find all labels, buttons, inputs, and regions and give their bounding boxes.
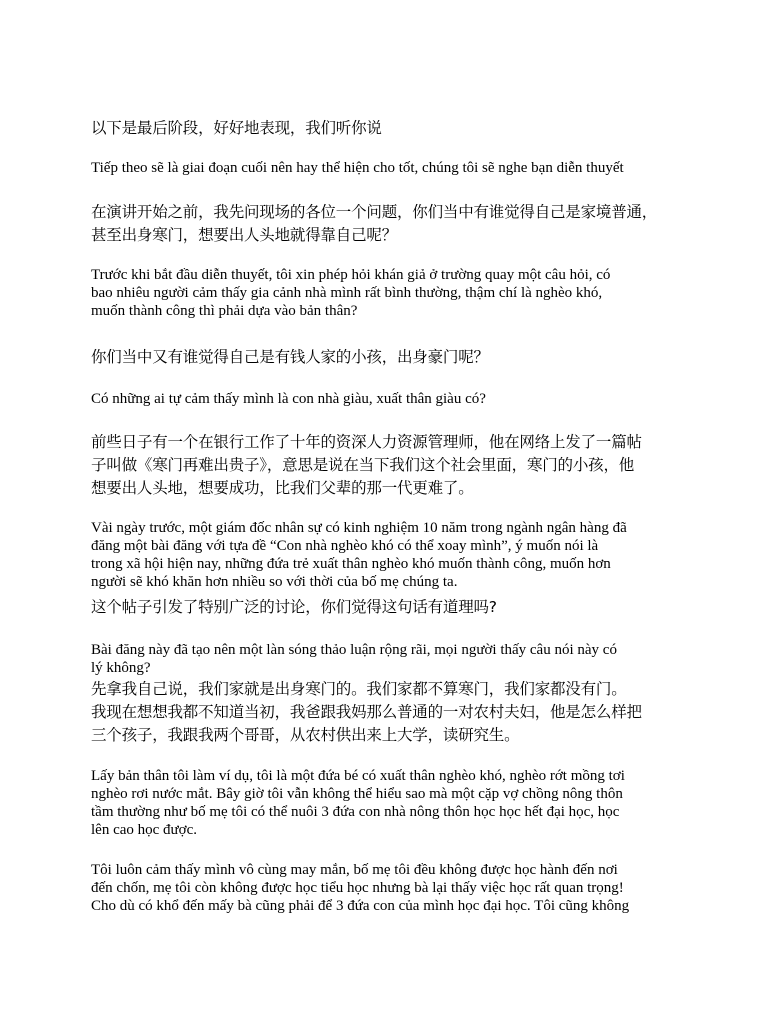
text-line: Tiếp theo sẽ là giai đoạn cuối nên hay thể hiện cho tốt, chúng tôi sẽ nghe bạn diễn thuyết bbox=[91, 160, 624, 176]
text-line: 子叫做《寒门再难出贵子》，意思是说在当下我们这个社会里面，寒门的小孩，他 bbox=[91, 456, 635, 474]
text-line: Lấy bản thân tôi làm ví dụ, tôi là một đứa bé có xuất thân nghèo khó, nghèo rớt mồng tơi bbox=[91, 768, 625, 784]
text-line: 想要出人头地，想要成功，比我们父辈的那一代更难了。 bbox=[91, 479, 474, 497]
text-line: Cho dù có khổ đến mấy bà cũng phải để 3 đứa con của mình học đại học. Tôi cũng không bbox=[91, 898, 630, 914]
text-line: người sẽ khó khăn hơn nhiều so với thời của bố mẹ chúng ta. bbox=[91, 574, 458, 590]
text-line: 三个孩子，我跟我两个哥哥，从农村供出来上大学，读研究生。 bbox=[91, 726, 520, 744]
paragraph-vi-4 bbox=[91, 519, 696, 591]
text-line: 这个帖子引发了特别广泛的讨论，你们觉得这句话有道理吗? bbox=[91, 598, 497, 616]
text-line: Vài ngày trước, một giám đốc nhân sự có kinh nghiệm 10 năm trong ngành ngân hàng đã bbox=[91, 520, 627, 536]
text-line: đến chốn, mẹ tôi còn không được học tiểu học nhưng bà lại thấy việc học rất quan trọng! bbox=[91, 880, 624, 896]
text-line: 在演讲开始之前，我先问现场的各位一个问题，你们当中有谁觉得自己是家境普通， bbox=[91, 203, 658, 221]
text-line: Trước khi bắt đầu diễn thuyết, tôi xin phép hỏi khán giả ở trường quay một câu hỏi, có bbox=[91, 267, 611, 283]
text-line: 甚至出身寒门，想要出人头地就得靠自己呢？ bbox=[91, 226, 398, 244]
paragraph-zh-5 bbox=[91, 596, 696, 619]
text-line: bao nhiêu người cảm thấy gia cảnh nhà mình rất bình thường, thậm chí là nghèo khó, bbox=[91, 285, 603, 301]
paragraph-vi-7 bbox=[91, 861, 696, 915]
text-line: 你们当中又有谁觉得自己是有钱人家的小孩，出身豪门呢？ bbox=[91, 348, 489, 366]
text-line: lý không? bbox=[91, 660, 151, 676]
paragraph-vi-5 bbox=[91, 641, 696, 677]
text-line: trong xã hội hiện nay, những đứa trẻ xuất thân nghèo khó muốn thành công, muốn hơn bbox=[91, 556, 611, 572]
text-line: Có những ai tự cảm thấy mình là con nhà giàu, xuất thân giàu có? bbox=[91, 391, 486, 407]
paragraph-vi-3 bbox=[91, 390, 696, 408]
text-line: Bài đăng này đã tạo nên một làn sóng thảo luận rộng rãi, mọi người thấy câu nói này có bbox=[91, 642, 617, 658]
text-line: muốn thành công thì phải dựa vào bản thân? bbox=[91, 303, 358, 319]
paragraph-zh-1 bbox=[91, 117, 696, 140]
paragraph-zh-3 bbox=[91, 346, 696, 369]
paragraph-zh-2 bbox=[91, 201, 696, 247]
paragraph-vi-1 bbox=[91, 159, 696, 177]
text-line: 先拿我自己说，我们家就是出身寒门的。我们家都不算寒门，我们家都没有门。 bbox=[91, 680, 627, 698]
paragraph-vi-6 bbox=[91, 767, 696, 839]
text-line: tầm thường như bố mẹ tôi có thể nuôi 3 đứa con nhà nông thôn học học hết đại học, học bbox=[91, 804, 620, 820]
paragraph-zh-4 bbox=[91, 431, 696, 500]
text-line: nghèo rơi nước mắt. Bây giờ tôi vẫn không thể hiểu sao mà một cặp vợ chồng nông thôn bbox=[91, 786, 623, 802]
text-line: đăng một bài đăng với tựa đề “Con nhà nghèo khó có thể xoay mình”, ý muốn nói là bbox=[91, 538, 599, 554]
text-line: 我现在想想我都不知道当初，我爸跟我妈那么普通的一对农村夫妇，他是怎么样把 bbox=[91, 703, 642, 721]
text-line: Tôi luôn cảm thấy mình vô cùng may mắn, bố mẹ tôi đều không được học hành đến nơi bbox=[91, 862, 618, 878]
paragraph-vi-2 bbox=[91, 266, 696, 320]
text-line: 前些日子有一个在银行工作了十年的资深人力资源管理师，他在网络上发了一篇帖 bbox=[91, 433, 642, 451]
text-line: lên cao học được. bbox=[91, 822, 198, 838]
text-line: 以下是最后阶段，好好地表现，我们听你说 bbox=[91, 119, 382, 137]
paragraph-zh-6 bbox=[91, 678, 696, 747]
